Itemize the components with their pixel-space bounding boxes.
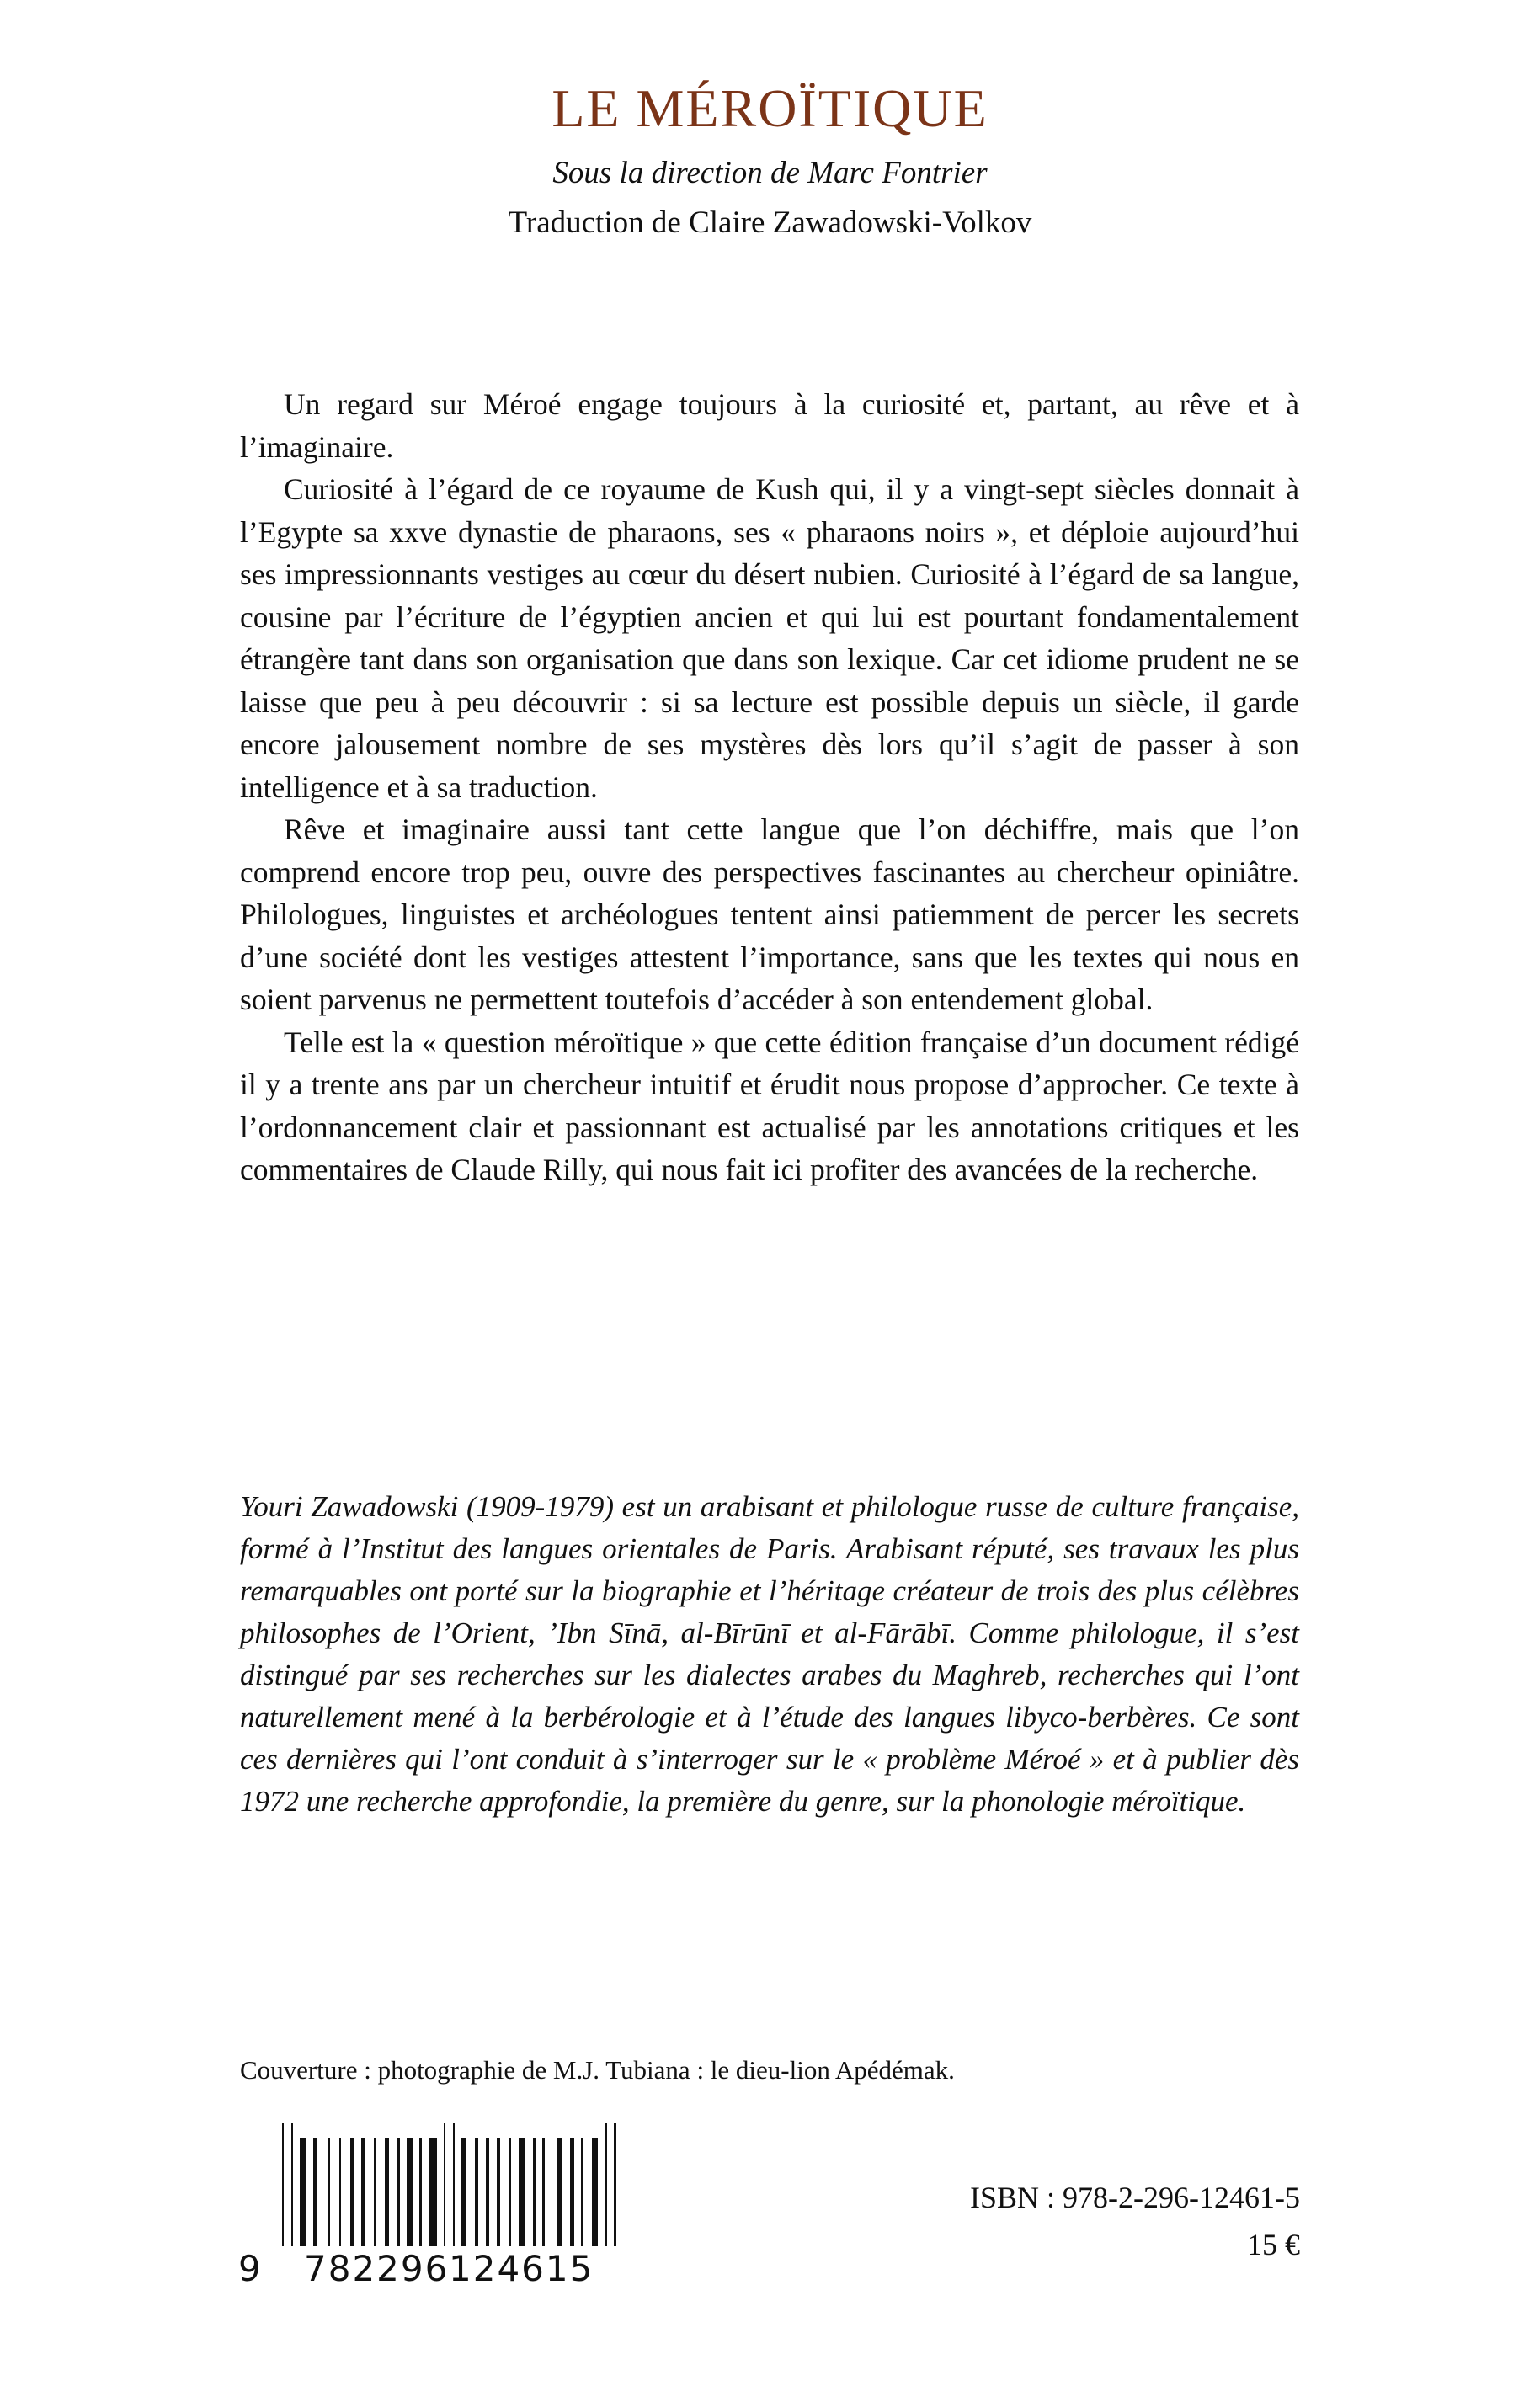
director-credit: Sous la direction de Marc Fontrier <box>552 156 988 191</box>
cover-header <box>0 80 1540 242</box>
barcode-bars <box>282 2138 619 2246</box>
blurb-paragraph: Un regard sur Méroé engage toujours à la curiosité et, partant, au rêve et à l’imaginaire. <box>240 387 1299 464</box>
barcode-digit-prefix: 9 <box>238 2248 263 2289</box>
barcode-digit-group1: 782296 <box>304 2248 450 2289</box>
translator-credit: Traduction de Claire Zawadowski-Volkov <box>508 205 1032 240</box>
blurb-text <box>240 383 1299 1191</box>
author-biography <box>240 1486 1299 1823</box>
isbn-text: ISBN : 978-2-296-12461-5 <box>970 2181 1300 2214</box>
price-text: 15 € <box>1247 2228 1300 2261</box>
barcode-digits <box>238 2248 626 2287</box>
isbn-price-block <box>970 2174 1300 2268</box>
blurb-paragraph: Curiosité à l’égard de ce royaume de Kush qui, il y a vingt-sept siècles donnait à l’Egypte sa xxve dynastie de pharaons, ses « pharaons noirs », et déploie aujourd’hui ses impressionnants vestiges au cœur du désert nubien. Curiosité à l’égard de sa langue, cousine par l’écriture de l’égyptien ancien et qui lui est pourtant fondamentalement étrangère tant dans son organisation que dans son lexique. Car cet idiome prudent ne se laisse que peu à peu découvrir : si sa lecture est possible depuis un siècle, il garde encore jalousement nombre de ses mystères dès lors qu’il s’agit de passer à son intelligence et à sa traduction. <box>240 472 1299 804</box>
biography-paragraph: Youri Zawadowski (1909-1979) est un arabisant et philologue russe de culture française, formé à l’Institut des langues orientales de Paris. Arabisant réputé, ses travaux les plus remarquables ont porté sur la biographie et l’héritage créateur de trois des plus célèbres philosophes de l’Orient, ’Ibn Sīnā, al-Bīrūnī et al-Fārābī. Comme philologue, il s’est distingué par ses recherches sur les dialectes arabes du Maghreb, recherches qui l’ont naturellement mené à la berbérologie et à l’étude des langues libyco-berbères. Ce sont ces dernières qui l’ont conduit à s’interroger sur le « problème Méroé » et à publier dès 1972 une recherche approfondie, la première du genre, sur la phonologie méroïtique. <box>240 1490 1299 1818</box>
blurb-paragraph: Telle est la « question méroïtique » que cette édition française d’un document rédigé il y a trente ans par un chercheur intuitif et érudit nous propose d’approcher. Ce texte à l’ordonnancement clair et passionnant est actualisé par les annotations critiques et les commentaires de Claude Rilly, qui nous fait ici profiter des avancées de la recherche. <box>240 1025 1299 1186</box>
cover-photo-credit: Couverture : photographie de M.J. Tubiana : le dieu-lion Apédémak. <box>240 2055 955 2085</box>
barcode-digit-group2: 124615 <box>449 2248 594 2289</box>
page-title: LE MÉROÏTIQUE <box>552 78 988 138</box>
cover-footer <box>0 2138 1540 2332</box>
blurb-paragraph: Rêve et imaginaire aussi tant cette langue que l’on déchiffre, mais que l’on comprend encore trop peu, ouvre des perspectives fascinantes au chercheur opiniâtre. Philologues, linguistes et archéologues tentent ainsi patiemment de percer les secrets d’une société dont les vestiges attestent l’importance, sans que les textes qui nous en soient parvenus ne permettent toutefois d’accéder à son entendement global. <box>240 812 1299 1016</box>
barcode <box>238 2138 626 2287</box>
